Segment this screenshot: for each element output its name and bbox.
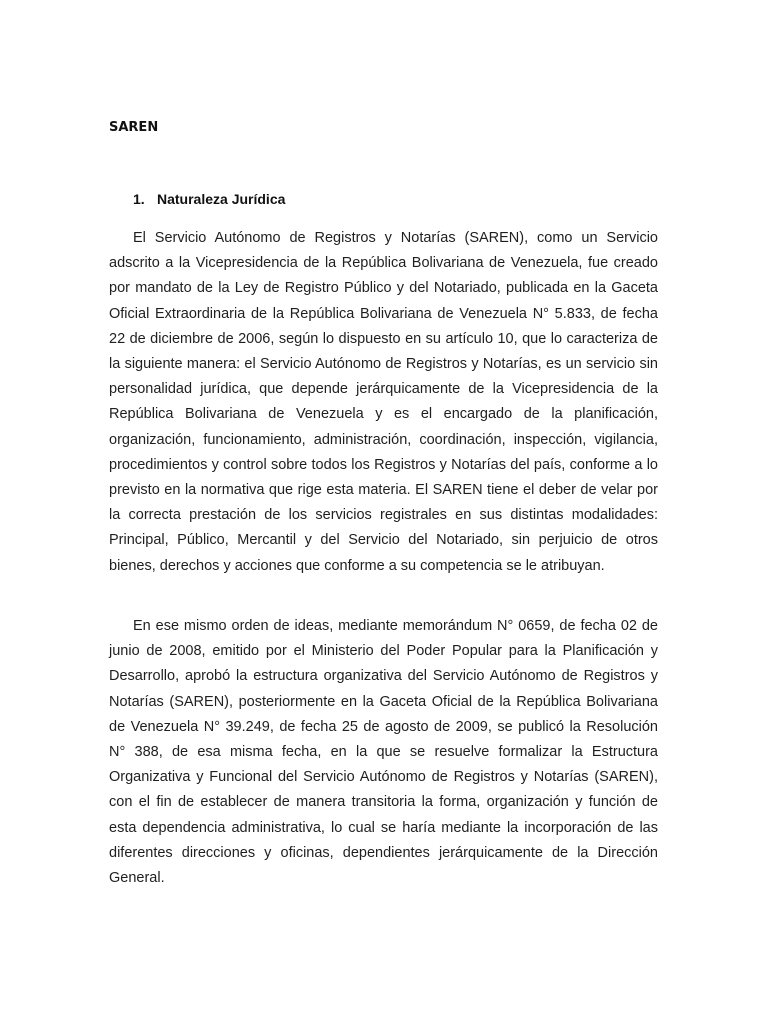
section-heading-text: Naturaleza Jurídica: [157, 191, 286, 207]
section-number: 1.: [133, 191, 145, 207]
section-heading: [133, 190, 285, 208]
paragraph-2: En ese mismo orden de ideas, mediante memorándum N° 0659, de fecha 02 de junio de 2008, emitido por el Ministerio del Poder Popular para la Planificación y Desarrollo, aprobó la estructura organizativa del Servicio Autónomo de Registros y Notarías (SAREN), posteriormente en la Gaceta Oficial de la República Bolivariana de Venezuela N° 39.249, de fecha 25 de agosto de 2009, se publicó la Resolución N° 388, de esa misma fecha, en la que se resuelve formalizar la Estructura Organizativa y Funcional del Servicio Autónomo de Registros y Notarías (SAREN), con el fin de establecer de manera transitoria la forma, organización y función de esta dependencia administrativa, lo cual se haría mediante la incorporación de las diferentes direcciones y oficinas, dependientes jerárquicamente de la Dirección General.: [109, 618, 658, 887]
document-title: SAREN: [109, 120, 159, 135]
paragraph-1: El Servicio Autónomo de Registros y Notarías (SAREN), como un Servicio adscrito a la Vicepresidencia de la República Bolivariana de Venezuela, fue creado por mandato de la Ley de Registro Público y del Notariado, publicada en la Gaceta Oficial Extraordinaria de la República Bolivariana de Venezuela N° 5.833, de fecha 22 de diciembre de 2006, según lo dispuesto en su artículo 10, que lo caracteriza de la siguiente manera: el Servicio Autónomo de Registros y Notarías, es un servicio sin personalidad jurídica, que depende jerárquicamente de la Vicepresidencia de la República Bolivariana de Venezuela y es el encargado de la planificación, organización, funcionamiento, administración, coordinación, inspección, vigilancia, procedimientos y control sobre todos los Registros y Notarías del país, conforme a lo previsto en la normativa que rige esta materia. El SAREN tiene el deber de velar por la correcta prestación de los servicios registrales en sus distintas modalidades: Principal, Público, Mercantil y del Servicio del Notariado, sin perjuicio de otros bienes, derechos y acciones que conforme a su competencia se le atribuyan.: [109, 230, 658, 574]
